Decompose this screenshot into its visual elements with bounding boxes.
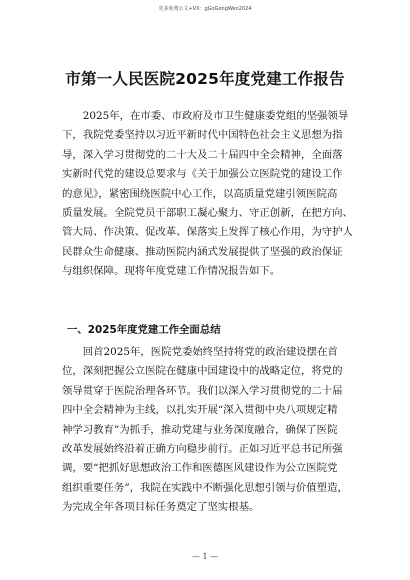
paragraph-line: 导，深入学习贯彻党的二十大及二十届四中全会精神，全面落	[62, 148, 343, 161]
paragraph-line: 改革发展始终沿着正确方向稳步前行。正如习近平总书记所强	[62, 442, 343, 455]
paragraph-line: 位，深刻把握公立医院在健康中国建设中的战略定位，将党的	[62, 365, 343, 378]
paragraph-line: 组织重要任务”，我院在实践中不断强化思想引领与价值塑造，	[62, 481, 348, 494]
intro-paragraph	[62, 107, 362, 282]
paragraph-line: 管大局、作决策、促改革、保落实上发挥了核心作用，为守护人	[62, 226, 353, 239]
page-number: — 1 —	[191, 552, 219, 561]
section-heading: 一、2025年度党建工作全面总结	[67, 324, 221, 336]
paragraph-line: 质量发展。全院党员干部职工凝心聚力、守正创新，在把方向、	[62, 206, 353, 219]
paragraph-line: 回首2025年，医院党委始终坚持将党的政治建设摆在首	[62, 346, 338, 358]
header-note: 更多免费公文+VX：gGoGongWen2024	[158, 6, 252, 12]
summary-paragraph	[62, 343, 362, 518]
paragraph-line: 调，要“把抓好思想政治工作和医德医风建设作为公立医院党	[62, 462, 338, 475]
paragraph-line: 神学习教育”为抓手，推动党建与业务深度融合，确保了医院	[62, 423, 338, 436]
document-title: 市第一人民医院2025年度党建工作报告	[65, 70, 345, 88]
paragraph-line: 实新时代党的建设总要求与《关于加强公立医院党的建设工作	[62, 168, 343, 181]
paragraph-line: 2025年，在市委、市政府及市卫生健康委党组的坚强领导	[62, 110, 349, 122]
paragraph-line: 四中全会精神为主线，以扎实开展“深入贯彻中央八项规定精	[62, 404, 338, 417]
paragraph-line: 的意见》，紧密围绕医院中心工作，以高质量党建引领医院高	[62, 187, 338, 200]
paragraph-line: 下，我院党委坚持以习近平新时代中国特色社会主义思想为指	[62, 129, 343, 142]
paragraph-line: 领导贯穿于医院治理各环节。我们以深入学习贯彻党的二十届	[62, 384, 343, 397]
paragraph-line: 与组织保障。现将年度党建工作情况报告如下。	[62, 265, 281, 278]
paragraph-line: 民群众生命健康、推动医院内涵式发展提供了坚强的政治保证	[62, 245, 343, 258]
paragraph-line: 为完成全年各项目标任务奠定了坚实根基。	[62, 501, 260, 514]
